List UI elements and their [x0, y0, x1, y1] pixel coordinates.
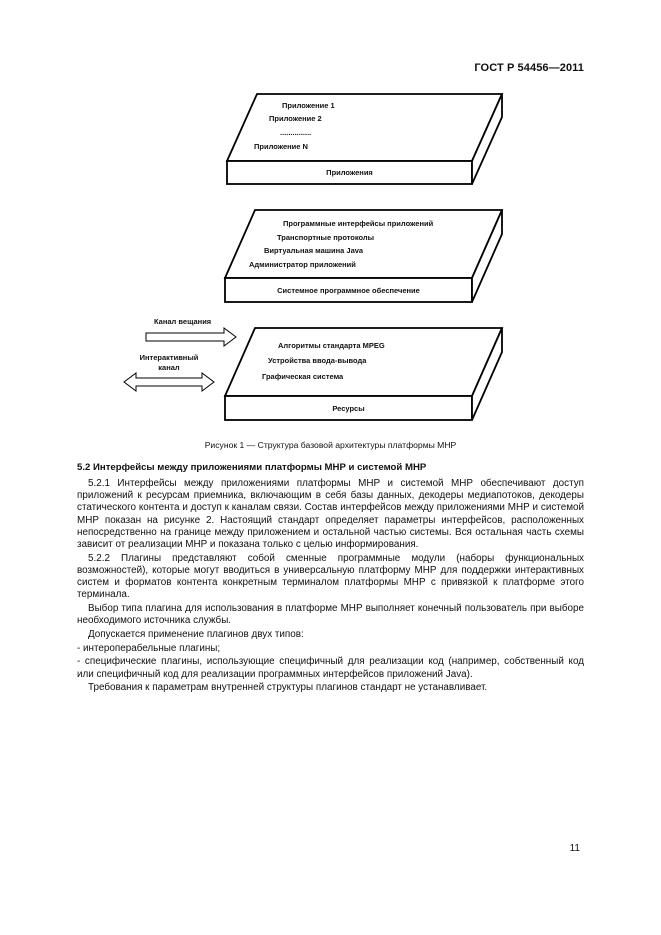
- figure-caption: Рисунок 1 — Структура базовой архитектуры платформы МНР: [204, 440, 457, 450]
- broadcast-channel-label: Канал вещания: [154, 317, 212, 326]
- list-item-interoperable: - интероперабельные плагины;: [77, 642, 221, 654]
- paragraph-requirements: Требования к параметрам внутренней структуры плагинов стандарт не устанавливает.: [88, 682, 488, 694]
- interactive-channel-label-line2: канал: [158, 363, 180, 372]
- paragraph-plugin-types: Допускается применение плагинов двух типов:: [88, 628, 304, 640]
- system-label-jvm: Виртуальная машина Java: [264, 246, 364, 255]
- system-label-transport: Транспортные протоколы: [277, 233, 375, 242]
- paragraph-plugin-choice: Выбор типа плагина для использования в платформе МНР выполняет конечный пользователь при выборе необходимого источника службы.: [77, 603, 584, 627]
- resources-base-label: Ресурсы: [332, 404, 365, 413]
- paragraph-5-2-2: 5.2.2 Плагины представляют собой сменные программные модули (наборы функциональных возможностей), которые могут вводиться в универсальную платформу МНР для поддержки интерактивных систем и форматов контента конкретным терминалом платформы МНР с привязкой к платформе этого терминала.: [77, 552, 584, 601]
- document-number: ГОСТ Р 54456—2011: [474, 62, 584, 74]
- system-label-api: Программные интерфейсы приложений: [283, 219, 434, 228]
- system-label-admin: Администратор приложений: [249, 260, 356, 269]
- architecture-figure: [0, 0, 661, 440]
- section-body: [77, 478, 584, 696]
- app-label-ellipsis: ...............: [280, 128, 312, 137]
- interactive-channel-arrow: [124, 373, 214, 391]
- broadcast-channel-arrow: [146, 328, 236, 346]
- interactive-channel-label-line1: Интерактивный: [139, 353, 199, 362]
- system-base-label: Системное программное обеспечение: [277, 286, 420, 295]
- resources-label-mpeg: Алгоритмы стандарта MPEG: [278, 341, 385, 350]
- app-label-1: Приложение 1: [282, 101, 335, 110]
- app-label-2: Приложение 2: [269, 114, 322, 123]
- resources-label-io: Устройства ввода-вывода: [268, 356, 367, 365]
- list-item-specific: - специфические плагины, использующие специфичный для реализации код (например, собственный код или специфичный код для реализации программных интерфейсов приложений Java).: [77, 656, 584, 680]
- section-heading: 5.2 Интерфейсы между приложениями платформы МНР и системой МНР: [77, 462, 427, 473]
- app-label-n: Приложение N: [254, 142, 308, 151]
- resources-label-graphics: Графическая система: [262, 372, 344, 381]
- paragraph-5-2-1: 5.2.1 Интерфейсы между приложениями платформы МНР и системой МНР обеспечивают доступ приложений к ресурсам приемника, включающим в себя базы данных, декодеры медиапотоков, декодеры статического контента и доступ к каналам связи. Состав интерфейсов между приложениями МНР и системой МНР показан на рисунке 2. Настоящий стандарт определяет параметры интерфейсов, расположенных непосредственно на границе между приложением и остальной частью системы. Вся остальная часть схемы зависит от реализации МНР и показана только с целью информирования.: [77, 478, 584, 551]
- page-number: 11: [569, 843, 580, 854]
- applications-base-label: Приложения: [326, 168, 373, 177]
